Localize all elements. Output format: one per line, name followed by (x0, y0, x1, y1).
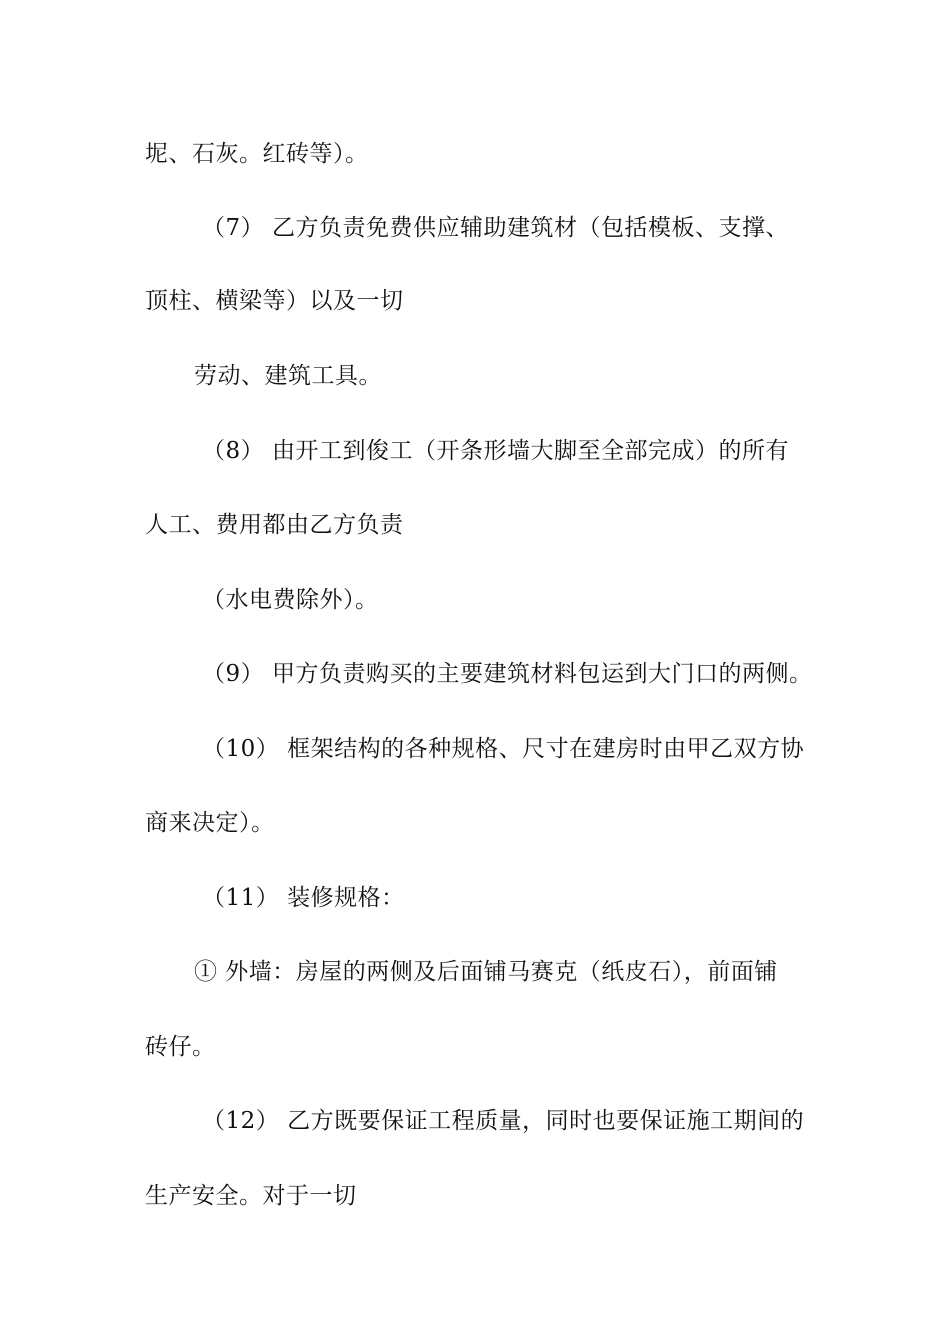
text-line-item-11: （11） 装修规格： (202, 885, 405, 911)
text-line-item-10: （10） 框架结构的各种规格、尺寸在建房时由甲乙双方协 (202, 736, 805, 762)
text-line-15: 生产安全。对于一切 (145, 1183, 357, 1209)
text-line-item-12: （12） 乙方既要保证工程质量，同时也要保证施工期间的 (202, 1108, 805, 1134)
text-line-10: 商来决定）。 (145, 810, 275, 836)
text-line-7: （水电费除外）。 (202, 587, 379, 613)
text-line-12: ① 外墙：房屋的两侧及后面铺马赛克（纸皮石），前面铺 (194, 959, 778, 985)
text-line-item-8: （8） 由开工到俊工（开条形墙大脚至全部完成）的所有 (202, 438, 789, 464)
text-line-6: 人工、费用都由乙方负责 (145, 512, 404, 538)
text-line-3: 顶柱、横梁等）以及一切 (145, 288, 404, 314)
text-line-item-7: （7） 乙方负责免费供应辅助建筑材（包括模板、支撑、 (202, 215, 789, 241)
text-line-item-9: （9） 甲方负责购买的主要建筑材料包运到大门口的两侧。 (202, 661, 813, 687)
text-line-1: 坭、石灰。红砖等）。 (145, 141, 369, 167)
text-line-4: 劳动、建筑工具。 (194, 363, 382, 389)
text-line-13: 砖仔。 (145, 1034, 216, 1060)
